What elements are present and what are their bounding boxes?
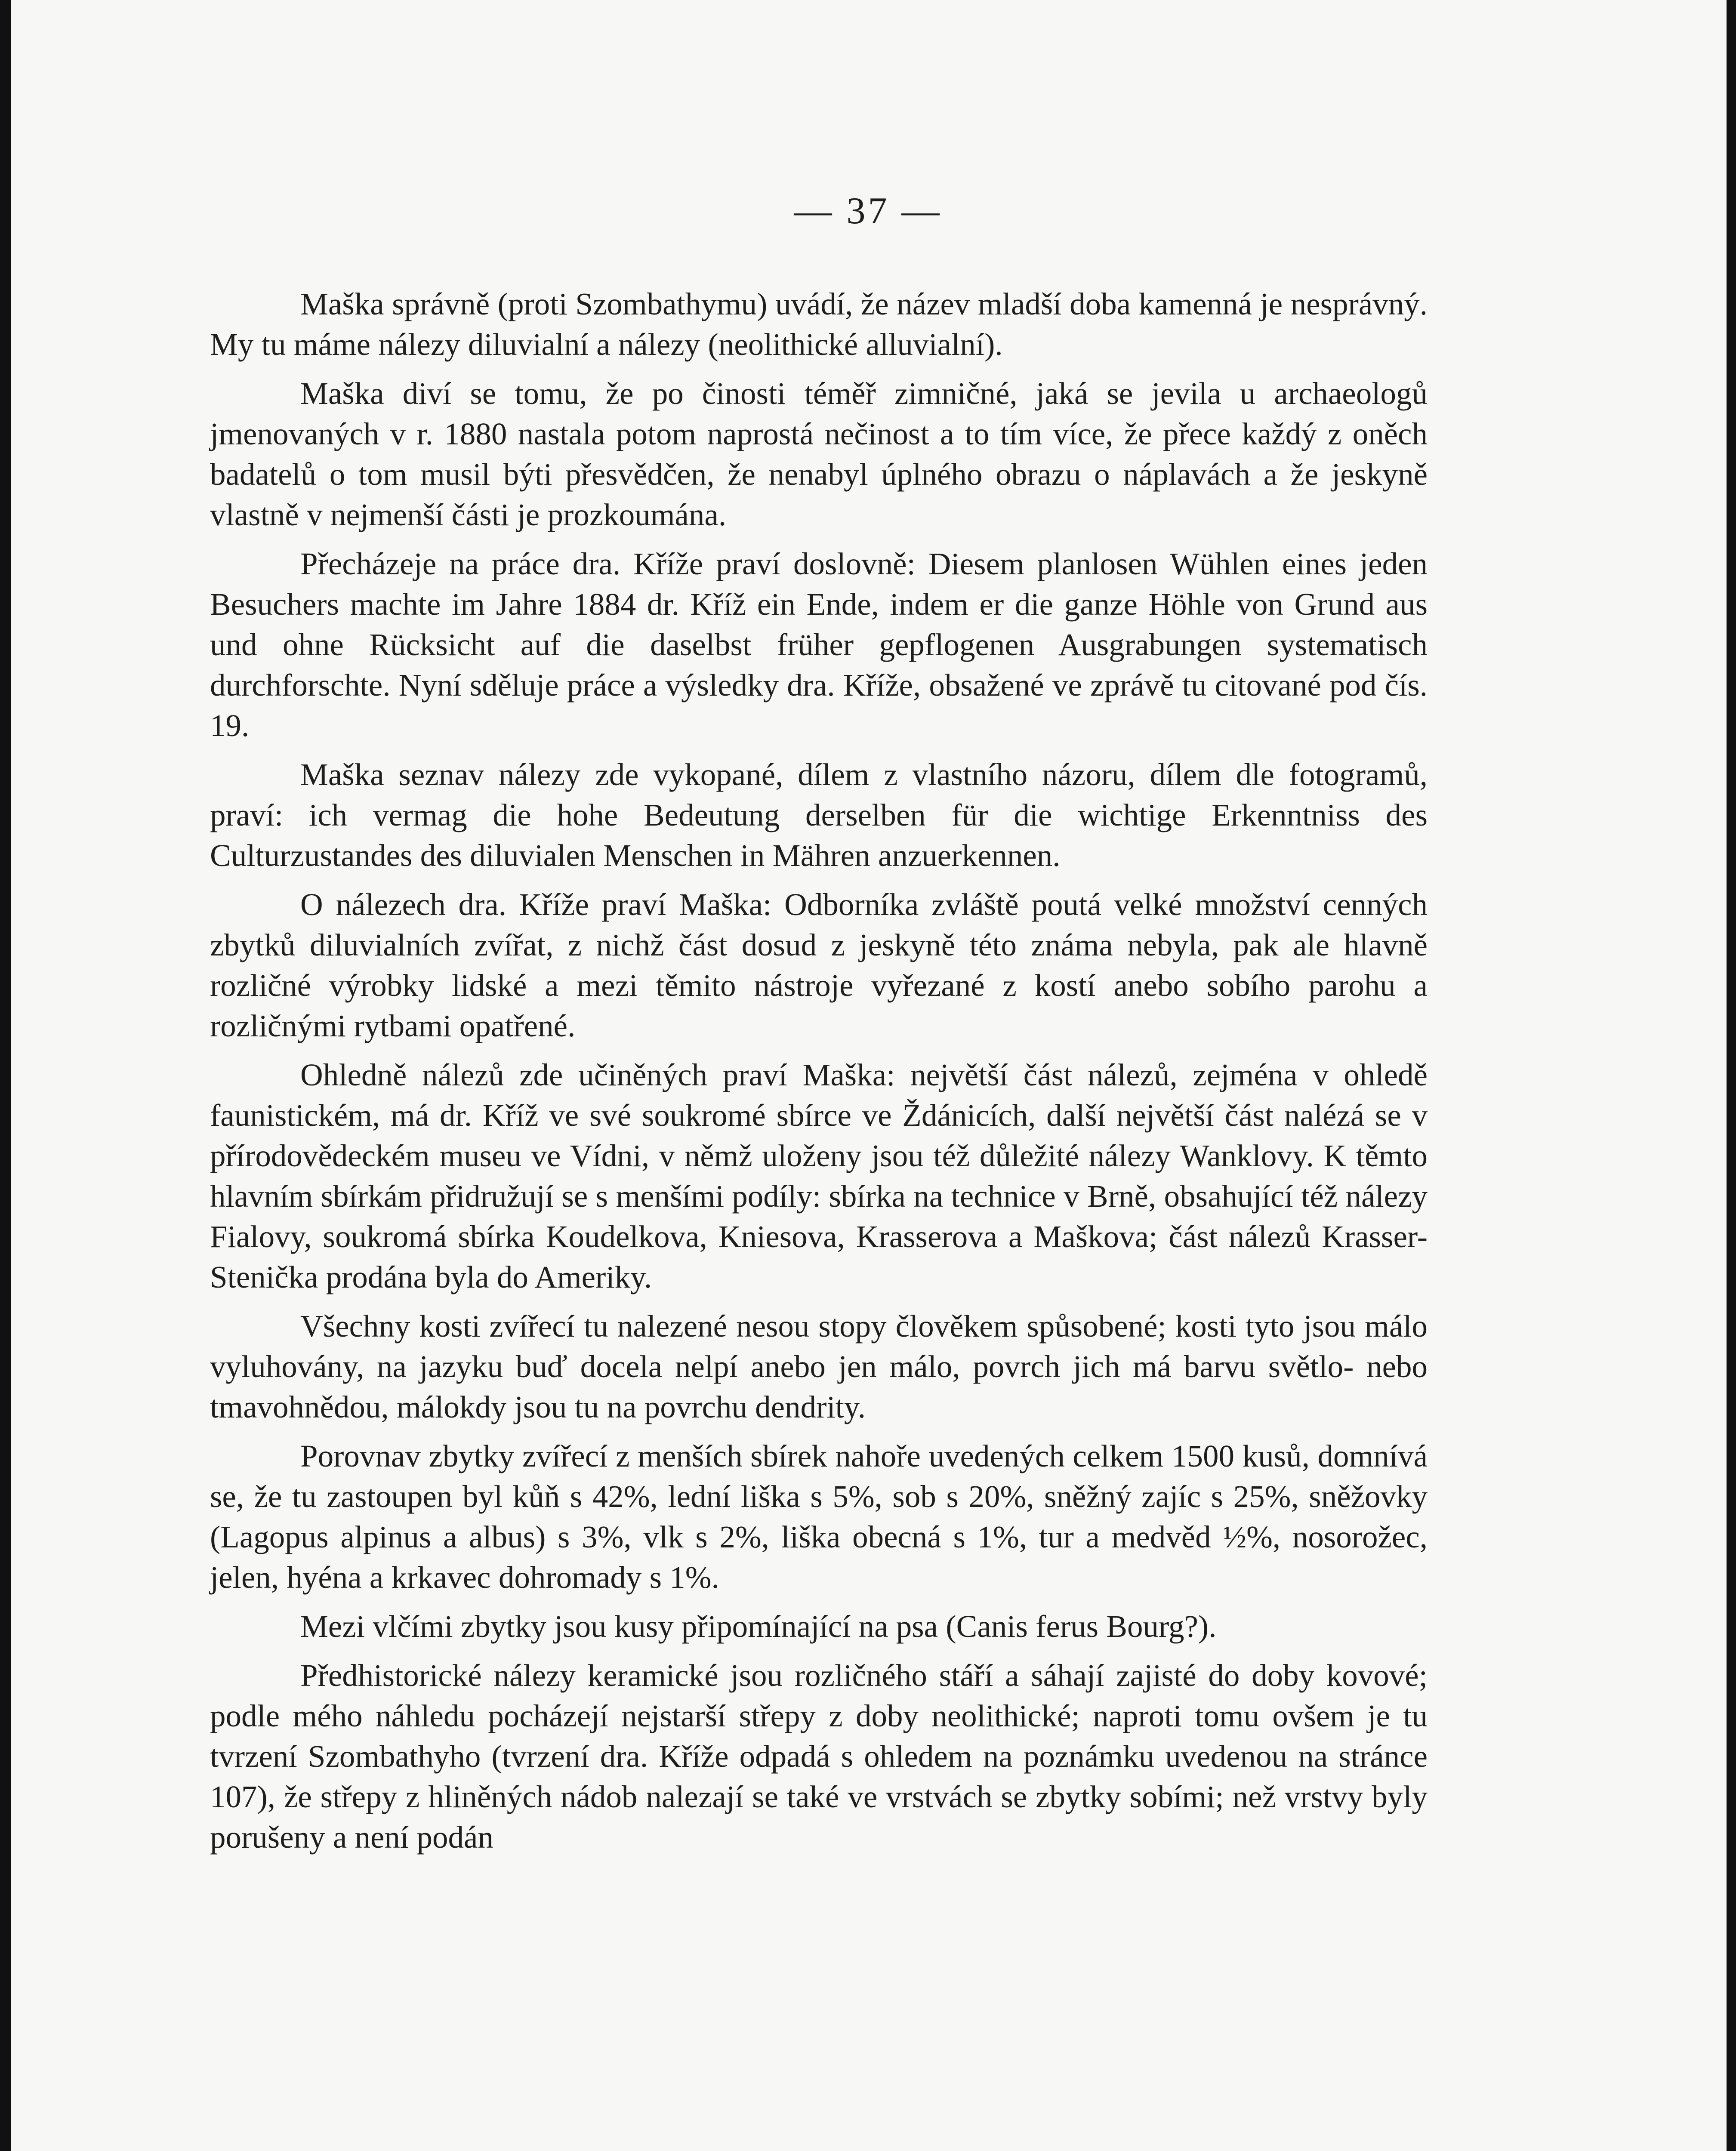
paragraph: Mezi vlčími zbytky jsou kusy připomínající na psa (Canis ferus Bourg?). xyxy=(300,1609,1217,1644)
paragraph: Maška správně (proti Szombathymu) uvádí, že název mladší doba kamenná je nesprávný. My tu máme nálezy diluvialní a nálezy (neolithické alluvialní). xyxy=(210,287,1428,362)
paragraph: Ohledně nálezů zde učiněných praví Maška: největší část nálezů, zejména v ohledě faunistickém, má dr. Kříž ve své soukromé sbírce ve Ždánicích, další největší část nalézá se v přírodovědeckém museu ve Vídni, v němž uloženy jsou též důležité nálezy Wanklovy. K těmto hlavním sbírkám přidružují se s menšími podíly: sbírka na technice v Brně, obsahující též nálezy Fialovy, soukromá sbírka Koudelkova, Kniesova, Krasserova a Maškova; část nálezů Krasser-Stenička prodána byla do Ameriky. xyxy=(210,1057,1428,1294)
scan-border-right xyxy=(1727,0,1736,2151)
paragraph: Přecházeje na práce dra. Kříže praví doslovně: Diesem planlosen Wühlen eines jeden Besuchers machte im Jahre 1884 dr. Kříž ein Ende, indem er die ganze Höhle von Grund aus und ohne Rücksicht auf die daselbst früher gepflogenen Ausgrabungen systematisch durchforschte. Nyní sděluje práce a výsledky dra. Kříže, obsažené ve zprávě tu citované pod čís. 19. xyxy=(210,546,1428,743)
page-number: — 37 — xyxy=(794,190,942,232)
paragraph: Předhistorické nálezy keramické jsou rozličného stáří a sáhají zajisté do doby kovové; podle mého náhledu pocházejí nejstarší střepy z doby neolithické; naproti tomu ovšem je tu tvrzení Szombathyho (tvrzení dra. Kříže odpadá s ohledem na poznámku uvedenou na stránce 107), že střepy z hliněných nádob nalezají se také ve vrstvách se zbytky sobími; než vrstvy byly porušeny a není podán xyxy=(210,1658,1428,1855)
paragraph: O nálezech dra. Kříže praví Maška: Odborníka zvláště poutá velké množství cenných zbytků diluvialních zvířat, z nichž část dosud z jeskyně této známa nebyla, pak ale hlavně rozličné výrobky lidské a mezi těmito nástroje vyřezané z kostí anebo sobího parohu a rozličnými rytbami opatřené. xyxy=(210,887,1428,1043)
paragraph: Maška seznav nálezy zde vykopané, dílem z vlastního názoru, dílem dle fotogramů, praví: ich vermag die hohe Bedeutung derselben für die wichtige Erkenntniss des Culturzustandes des diluvialen Menschen in Mähren anzuerkennen. xyxy=(210,757,1428,873)
body-text xyxy=(210,284,1428,1858)
paragraph: Všechny kosti zvířecí tu nalezené nesou stopy člověkem spůsobené; kosti tyto jsou málo vyluhovány, na jazyku buď docela nelpí anebo jen málo, povrch jich má barvu světlo- nebo tmavohnědou, málokdy jsou tu na povrchu dendrity. xyxy=(210,1309,1428,1424)
scan-border-left xyxy=(0,0,11,2151)
paragraph: Maška diví se tomu, že po činosti téměř zimničné, jaká se jevila u archaeologů jmenovaných v r. 1880 nastala potom naprostá nečinost a to tím více, že přece každý z oněch badatelů o tom musil býti přesvědčen, že nenabyl úplného obrazu o náplavách a že jeskyně vlastně v nejmenší části je prozkoumána. xyxy=(210,376,1428,532)
paragraph: Porovnav zbytky zvířecí z menších sbírek nahoře uvedených celkem 1500 kusů, domnívá se, že tu zastoupen byl kůň s 42%, lední liška s 5%, sob s 20%, sněžný zajíc s 25%, sněžovky (Lagopus alpinus a albus) s 3%, vlk s 2%, liška obecná s 1%, tur a medvěd ½%, nosorožec, jelen, hyéna a krkavec dohromady s 1%. xyxy=(210,1439,1428,1595)
